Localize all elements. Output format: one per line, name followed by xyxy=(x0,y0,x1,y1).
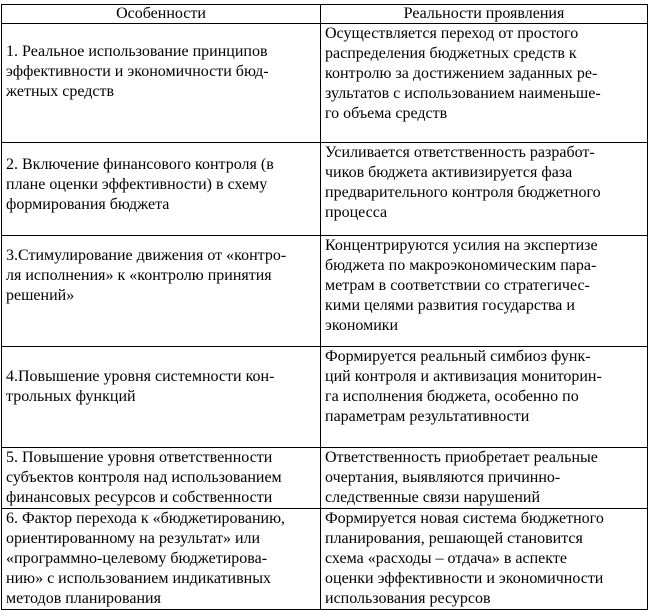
feature-line: ориентированному на результат» или xyxy=(6,530,261,547)
reality-line: следственные связи нарушений xyxy=(325,489,540,506)
reality-cell xyxy=(321,448,648,509)
reality-line: очертания, выявляются причинно- xyxy=(325,469,561,486)
reality-line: Усиливается ответственность разработ- xyxy=(325,144,595,161)
feature-cell xyxy=(2,24,321,143)
reality-cell xyxy=(321,509,648,610)
reality-cell xyxy=(321,347,648,448)
reality-line: кими целями развития государства и xyxy=(325,297,575,314)
reality-line: метрам в соответствии со стратегичес- xyxy=(325,277,590,294)
feature-line: плане оценки эффективности) в схему xyxy=(6,176,268,193)
feature-line: финансовых ресурсов и собственности xyxy=(6,489,273,506)
reality-cell xyxy=(321,236,648,347)
feature-line: жетных средств xyxy=(6,83,115,100)
reality-line: Формируется новая система бюджетного xyxy=(325,510,604,527)
reality-line: чиков бюджета активизируется фаза xyxy=(325,164,573,181)
reality-line: планирования, решающей становится xyxy=(325,530,583,547)
feature-cell xyxy=(2,509,321,610)
table-row xyxy=(2,347,648,448)
reality-line: процесса xyxy=(325,204,388,221)
reality-line: параметрам результативности xyxy=(325,408,530,425)
feature-line: 1. Реальное использование принципов xyxy=(6,43,268,60)
feature-line: 5. Повышение уровня ответственности xyxy=(6,449,273,466)
feature-cell xyxy=(2,448,321,509)
feature-line: решений» xyxy=(6,287,75,304)
header-features: Особенности xyxy=(2,5,321,24)
reality-cell xyxy=(321,143,648,236)
feature-line: методов планирования xyxy=(6,590,161,607)
reality-line: бюджета по макроэкономическим пара- xyxy=(325,257,597,274)
table-row xyxy=(2,24,648,143)
reality-line: Концентрируются усилия на экспертизе xyxy=(325,237,598,254)
feature-line: 3.Стимулирование движения от «контро- xyxy=(6,247,287,264)
feature-line: эффективности и экономичности бюд- xyxy=(6,63,269,80)
feature-cell xyxy=(2,236,321,347)
reality-line: ций контроля и активизация мониторин- xyxy=(325,368,602,385)
reality-line: предварительного контроля бюджетного xyxy=(325,184,601,201)
feature-cell xyxy=(2,143,321,236)
reality-cell xyxy=(321,24,648,143)
reality-line: контролю за достижением заданных ре- xyxy=(325,65,598,82)
feature-line: 6. Фактор перехода к «бюджетированию, xyxy=(6,510,286,527)
feature-line: формирования бюджета xyxy=(6,196,170,213)
table-row xyxy=(2,143,648,236)
reality-line: схема «расходы – отдача» в аспекте xyxy=(325,550,567,567)
header-row xyxy=(2,5,648,24)
feature-line: трольных функций xyxy=(6,388,136,405)
reality-line: зультатов с использованием наименьше- xyxy=(325,85,601,102)
feature-line: субъектов контроля над использованием xyxy=(6,469,282,486)
reality-line: экономики xyxy=(325,317,399,334)
feature-line: 4.Повышение уровня системности кон- xyxy=(6,368,275,385)
feature-line: нию» с использованием индикативных xyxy=(6,570,271,587)
table-row xyxy=(2,509,648,610)
feature-line: «программно-целевому бюджетирова- xyxy=(6,550,268,567)
reality-line: го объема средств xyxy=(325,105,448,122)
reality-line: оценки эффективности и экономичности xyxy=(325,570,604,587)
reality-line: распределения бюджетных средств к xyxy=(325,45,577,62)
reality-line: Осуществляется переход от простого xyxy=(325,25,579,42)
reality-line: Ответственность приобретает реальные xyxy=(325,449,598,466)
header-reality: Реальности проявления xyxy=(321,5,648,24)
feature-cell xyxy=(2,347,321,448)
feature-line: 2. Включение финансового контроля (в xyxy=(6,156,274,173)
reality-line: использования ресурсов xyxy=(325,590,491,607)
features-table xyxy=(1,4,648,610)
table-row xyxy=(2,448,648,509)
table-row xyxy=(2,236,648,347)
reality-line: га исполнения бюджета, особенно по xyxy=(325,388,579,405)
reality-line: Формируется реальный симбиоз функ- xyxy=(325,348,591,365)
feature-line: ля исполнения» к «контролю принятия xyxy=(6,267,272,284)
